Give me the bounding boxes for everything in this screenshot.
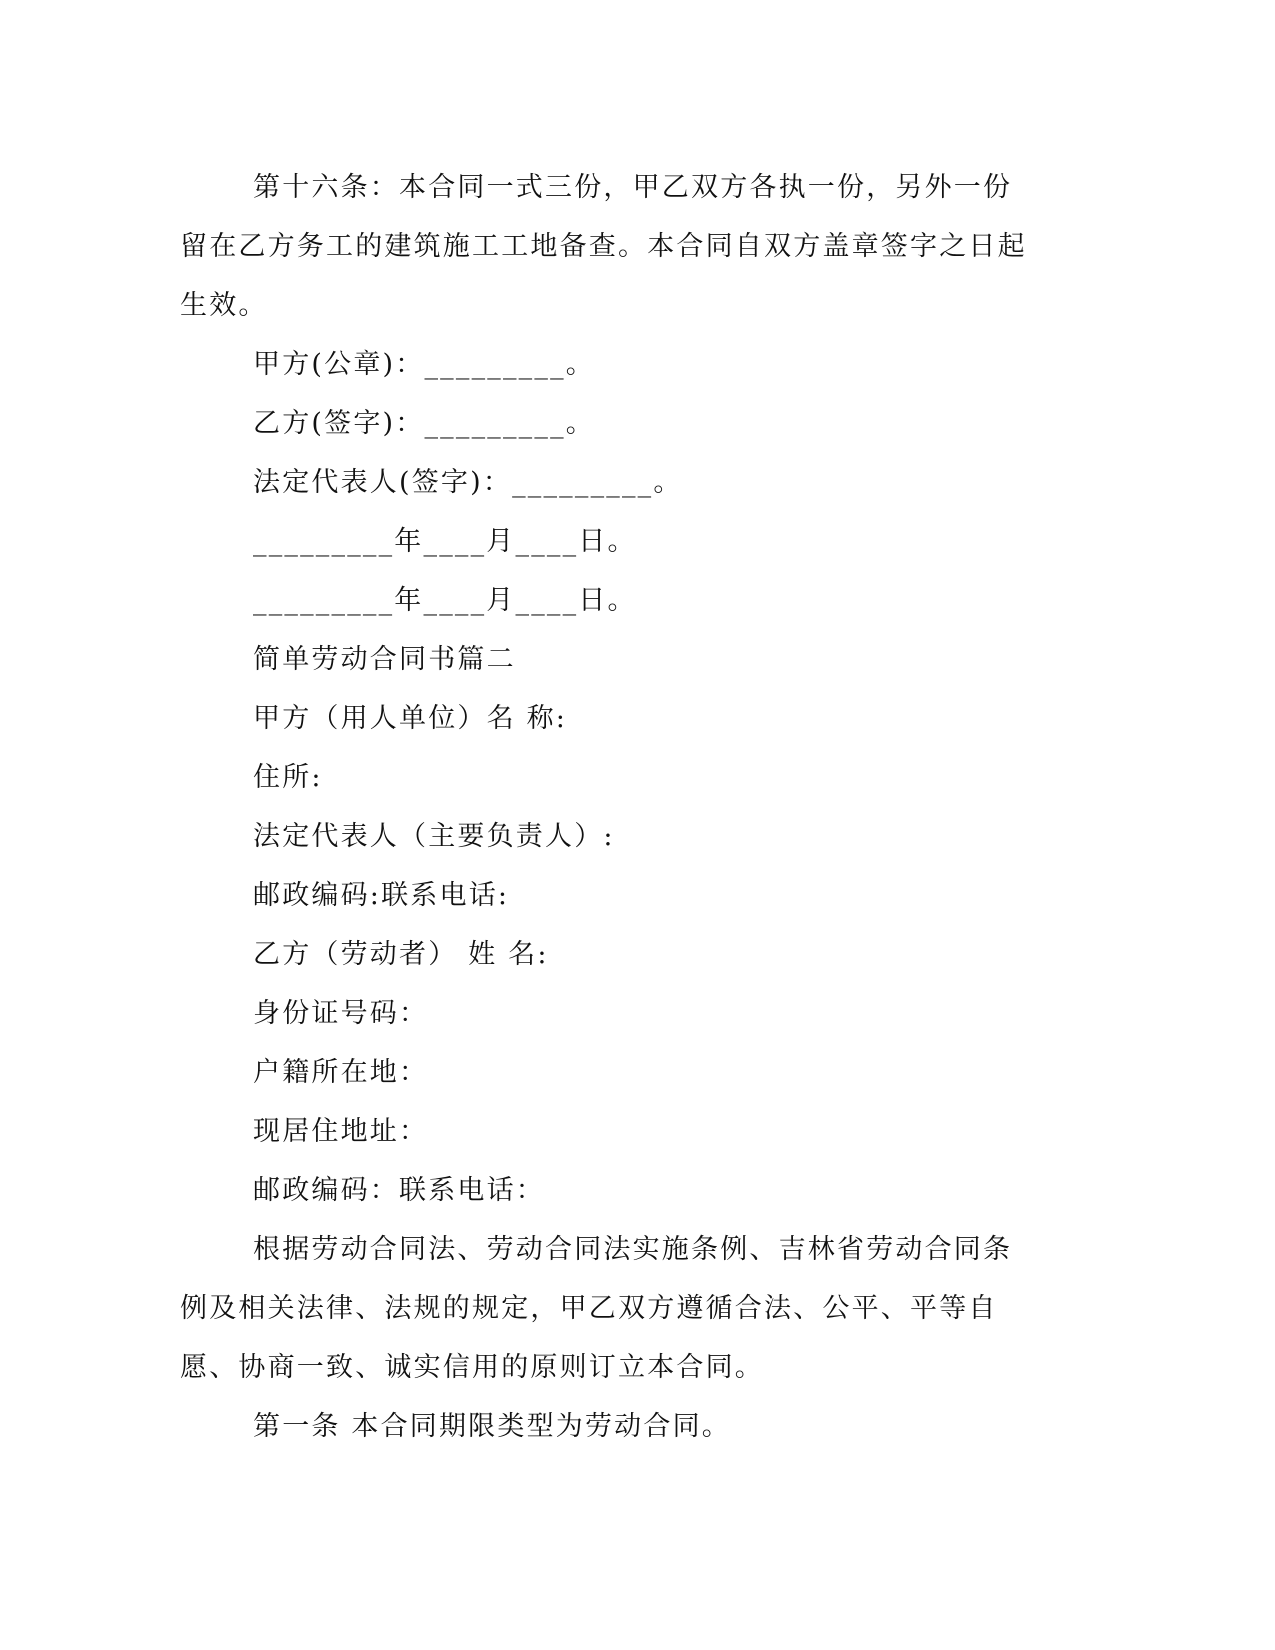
current-address-field: 现居住地址：: [253, 1116, 429, 1147]
legal-representative-field: 法定代表人（主要负责人）:: [253, 821, 615, 852]
party-b-name-field: 乙方（劳动者） 姓 名:: [253, 939, 549, 970]
party-a-seal-line: 甲方(公章)：_________。: [253, 349, 595, 380]
household-registration-field: 户籍所在地：: [253, 1057, 429, 1088]
postal-phone-field-b: 邮政编码：联系电话：: [253, 1175, 545, 1206]
clause-16-paragraph: 第十六条：本合同一式三份，甲乙双方各执一份，另外一份留在乙方务工的建筑施工工地备查。本合同自双方盖章签字之日起生效。: [180, 172, 1027, 321]
party-a-name-field: 甲方（用人单位）名 称:: [253, 703, 568, 734]
article-1-paragraph: 第一条 本合同期限类型为劳动合同。: [253, 1411, 731, 1442]
date-line-2: _________年____月____日。: [253, 585, 637, 616]
document-body: [180, 158, 1030, 1456]
address-field: 住所:: [253, 762, 323, 793]
party-b-signature-line: 乙方(签字)：_________。: [253, 408, 595, 439]
postal-phone-field-a: 邮政编码:联系电话:: [253, 880, 510, 911]
date-line-1: _________年____月____日。: [253, 526, 637, 557]
legal-representative-signature-line: 法定代表人(签字)：_________。: [253, 467, 683, 498]
id-number-field: 身份证号码：: [253, 998, 429, 1029]
section-heading: 简单劳动合同书篇二: [253, 644, 516, 675]
legal-basis-paragraph: 根据劳动合同法、劳动合同法实施条例、吉林省劳动合同条例及相关法律、法规的规定，甲乙双方遵循合法、公平、平等自愿、协商一致、诚实信用的原则订立本合同。: [180, 1234, 1013, 1383]
